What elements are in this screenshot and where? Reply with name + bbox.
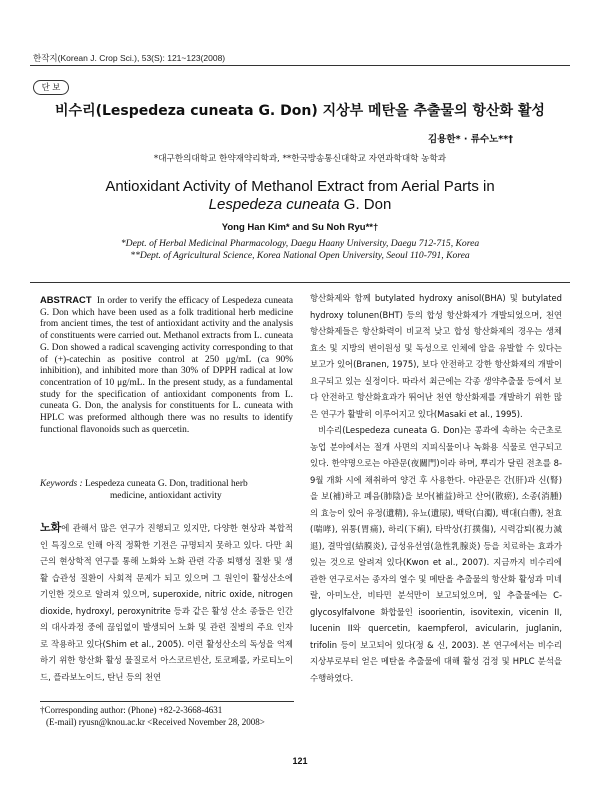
korean-authors: 김용한* · 류수노**† xyxy=(428,134,513,145)
korean-title: 비수리(Lespedeza cuneata G. Don) 지상부 메탄올 추출물의 항산화 활성 xyxy=(55,103,545,119)
footnote-rule xyxy=(40,701,294,702)
keywords-line1: Lespedeza cuneata G. Don, traditional herb xyxy=(84,479,248,489)
footnote-line1: †Corresponding author: (Phone) +82-2-3668-4631 xyxy=(40,705,223,715)
english-title-authority: G. Don xyxy=(339,196,392,213)
article-type-badge: 단 보 xyxy=(33,80,69,95)
english-title-line2 xyxy=(0,196,600,214)
korean-affiliation: *대구한의대학교 한약재약리학과, **한국방송통신대학교 자연과학대학 농학과 xyxy=(153,154,447,164)
korean-body-left xyxy=(40,520,293,685)
abstract xyxy=(40,294,293,436)
title-rule xyxy=(30,282,570,283)
journal-header: 한작지(Korean J. Crop Sci.), 53(S): 121~123(2008) xyxy=(33,53,226,63)
english-title-species: Lespedeza cuneata xyxy=(208,196,340,213)
english-authors: Yong Han Kim* and Su Noh Ryu**† xyxy=(221,222,379,233)
keywords-label: Keywords : xyxy=(40,479,83,489)
english-title xyxy=(0,178,600,214)
abstract-text: In order to verify the efficacy of Lespedeza cuneata G. Don which have been used as a folk traditional herb medicine from ancient times, the test of antioxidant activity and the analysis of constituents were carried out. Methanol extracts from L. cuneata G. Don showed a radical scavenging activity corresponding to that of (+)-catechin as positive control at 250 μg/mL (ca 90% inhibition), and inhibited more than 30% of DPPH radical at low concentration of 10 μg/mL. In the present study, as a fundamental study for the specification of antioxidant components from L. cuneata G. Don, the analysis for constituents for L. cuneata with HPLC was preformed although there was no results to identify functional flavonoids such as quercetin. xyxy=(40,296,293,435)
english-affiliation-2: **Dept. of Agricultural Science, Korea National Open University, Seoul 110-791, Korea xyxy=(130,250,470,261)
body-lead-word: 노화 xyxy=(40,521,62,534)
keywords xyxy=(40,478,293,502)
footnote-line2: (E-mail) ryusn@knou.ac.kr <Received November 28, 2008> xyxy=(46,717,265,727)
header-rule xyxy=(30,65,570,66)
footnote xyxy=(40,704,300,728)
korean-body-right xyxy=(310,290,562,686)
english-affiliation-1: *Dept. of Herbal Medicinal Pharmacology, Daegu Haany University, Daegu 712-715, Korea xyxy=(120,238,480,249)
keywords-line2: medicine, antioxidant activity xyxy=(110,491,222,501)
body-paragraph-1: 항산화제와 함께 butylated hydroxy anisol(BHA) 및 butylated hydroxy tolunen(BHT) 등의 합성 항산화제가 개발되었으며, 천연 항산화제들은 항산화력이 비교적 낮고 합성 항산화제의 경우는 생체 효소 및 지방의 변이원성 및 독성으로 인체에 암을 유발할 수 있다는 보고가 있어(Branen, 1975), 보다 안전하고 강한 항산화제의 개발이 요구되고 있는 실정이다. 따라서 최근에는 각종 생약추출물 등에서 보다 안전하고 항산화효과가 뛰어난 천연 항산화제를 개발하기 위한 많은 연구가 활발히 이루어지고 있다(Masaki et al., 1995). xyxy=(310,293,562,419)
body-paragraph-2: 비수리(Lespedeza cuneata G. Don)는 콩과에 속하는 숙근초로 농업 분야에서는 절개 사면의 지피식물이나 녹화용 식물로 연구되고 있다. 한약명으로는 야관문(夜關門)이라 하며, 뿌리가 달린 전초를 8-9월 개화 시에 채취하여 양건 후 사용한다. 야관문은 간(肝)과 신(腎)을 보(補)하고 폐음(肺陰)을 보아(補益)하고 산어(散瘀), 소종(消腫)의 효능이 있어 유정(遺精), 유뇨(遺尿), 백탁(白濁), 백대(白帶), 천효(喘哮), 위통(胃痛), 하리(下痢), 타박상(打撲傷), 시력감퇴(視力減退), 결막염(結膜炎), 급성유선염(急性乳腺炎) 등을 치료하는 효과가 있는 것으로 알려져 있다(Kwon et al., 2007). 지금까지 비수리에 관한 연구로서는 종자의 열수 및 메탄올 추출물의 항산화 활성과 미네랄, 아미노산, 비타민 분석만이 보고되었으며, 잎 추출물에는 C-glycosylfalvone 화합물인 isoorientin, isovitexin, vicenin II, lucenin II와 quercetin, kaempferol, avicularin, juglanin, trifolin 등이 보고되어 있다(정 & 신, 2003). 본 연구에서는 비수리 지상부로부터 얻은 메탄올 추출물에 대해 활성 검정 및 HPLC 분석을 수행하였다. xyxy=(310,425,562,683)
abstract-label: ABSTRACT xyxy=(40,294,92,305)
page-number: 121 xyxy=(292,756,308,766)
english-title-line1: Antioxidant Activity of Methanol Extract from Aerial Parts in xyxy=(105,178,495,195)
body-text-left: 에 관해서 많은 연구가 진행되고 있지만, 다양한 현상과 복합적인 특징으로 인해 아직 정확한 기전은 규명되지 못하고 있다. 다만 최근의 현상학적 연구를 통해 노화와 노화 관련 각종 퇴행성 질환 및 생활 습관성 질환이 사회적 문제가 되고 있으며 그 원인이 활성산소에 기인한 것으로 알려져 있으며, superoxide, nitric oxide, nitrogen dioxide, hydroxyl, peroxynitrite 등과 같은 활성 산소 종들은 인간의 대사과정 중에 끊임없이 발생되어 노화 및 관련 질병의 주요 인자로 작용하고 있다(Shim et al., 2005). 이런 활성산소의 독성을 억제하기 위한 항산화 활성 물질로서 아스코르빈산, 토코페롤, 카로티노이드, 플라보노이드, 탄닌 등의 천연 xyxy=(40,523,293,682)
english-affiliations xyxy=(40,238,560,262)
